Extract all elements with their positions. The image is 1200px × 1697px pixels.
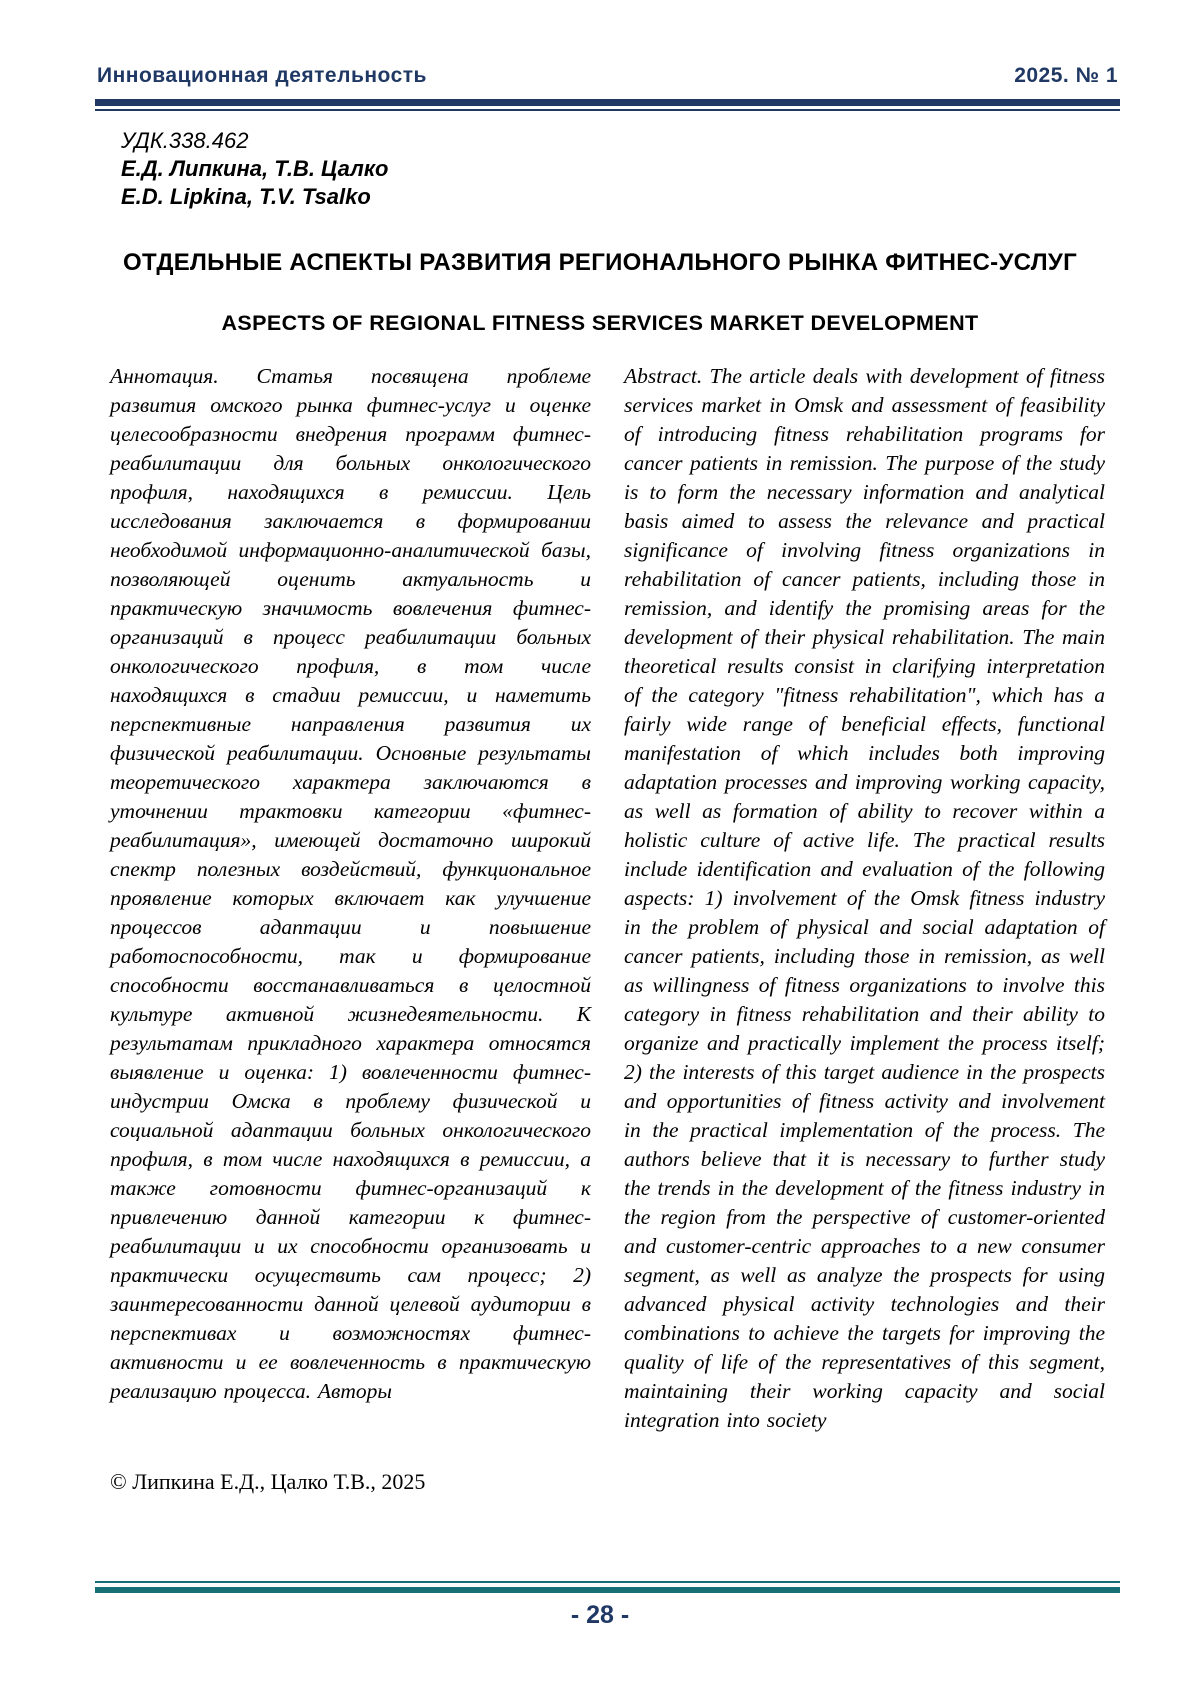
footer-rule <box>95 1581 1120 1593</box>
authors-russian: Е.Д. Липкина, Т.В. Цалко <box>121 156 389 181</box>
authors-latin: E.D. Lipkina, T.V. Tsalko <box>121 184 371 209</box>
issue-label: 2025. № 1 <box>1014 64 1118 87</box>
article-title-english: ASPECTS OF REGIONAL FITNESS SERVICES MARKET DEVELOPMENT <box>221 311 979 335</box>
header-rule <box>95 99 1120 111</box>
copyright-line: © Липкина Е.Д., Цалко Т.В., 2025 <box>110 1469 426 1494</box>
header-rule-thick-line <box>95 99 1120 106</box>
udc-code: УДК.338.462 <box>121 128 249 153</box>
running-header <box>0 0 1200 88</box>
journal-section-title: Инновационная деятельность <box>97 64 427 87</box>
abstract-columns <box>110 362 1105 1435</box>
footer-rule-thin-line <box>95 1581 1120 1583</box>
footer-rule-thick-line <box>95 1587 1120 1593</box>
article-title-russian: ОТДЕЛЬНЫЕ АСПЕКТЫ РАЗВИТИЯ РЕГИОНАЛЬНОГО РЫНКА ФИТНЕС-УСЛУГ <box>123 249 1077 276</box>
abstract-english: Abstract. The article deals with development of fitness services market in Omsk and assessment of feasibility of introducing fitness rehabilitation programs for cancer patients in remission. The purpose of the study is to form the necessary information and analytical basis aimed to assess the relevance and practical significance of involving fitness organizations in rehabilitation of cancer patients, including those in remission, and identify the promising areas for the development of their physical rehabilitation. The main theoretical results consist in clarifying interpretation of the category "fitness rehabilitation", which has a fairly wide range of beneficial effects, functional manifestation of which includes both improving adaptation processes and improving working capacity, as well as formation of ability to recover within a holistic culture of active life. The practical results include identification and evaluation of the following aspects: 1) involvement of the Omsk fitness industry in the problem of physical and social adaptation of cancer patients, including those in remission, as well as willingness of fitness organizations to involve this category in fitness rehabilitation and their ability to organize and practically implement the process itself; 2) the interests of this target audience in the prospects and opportunities of fitness activity and involvement in the practical implementation of the process. The authors believe that it is necessary to further study the trends in the development of the fitness industry in the region from the perspective of customer-oriented and customer-centric approaches to a new consumer segment, as well as analyze the prospects for using advanced physical activity technologies and their combinations to achieve the targets for improving the quality of life of the representatives of this segment, maintaining their working capacity and social integration into society <box>624 364 1105 1432</box>
header-rule-thin-line <box>95 109 1120 111</box>
abstract-russian: Аннотация. Статья посвящена проблеме развития омского рынка фитнес-услуг и оценке целесообразности внедрения программ фитнес-реабилитации для больных онкологического профиля, находящихся в ремиссии. Цель исследования заключается в формировании необходимой информационно-аналитической базы, позволяющей оценить актуальность и практическую значимость вовлечения фитнес-организаций в процесс реабилитации больных онкологического профиля, в том числе находящихся в стадии ремиссии, и наметить перспективные направления развития их физической реабилитации. Основные результаты теоретического характера заключаются в уточнении трактовки категории «фитнес-реабилитация», имеющей достаточно широкий спектр полезных воздействий, функциональное проявление которых включает как улучшение процессов адаптации и повышение работоспособности, так и формирование способности восстанавливаться в целостной культуре активной жизнедеятельности. К результатам прикладного характера относятся выявление и оценка: 1) вовлеченности фитнес-индустрии Омска в проблему физической и социальной адаптации больных онкологического профиля, в том числе находящихся в ремиссии, а также готовности фитнес-организаций к привлечению данной категории к фитнес-реабилитации и их способности организовать и практически осуществить сам процесс; 2) заинтересованности данной целевой аудитории в перспективах и возможностях фитнес-активности и ее вовлеченность в практическую реализацию процесса. Авторы <box>110 364 591 1403</box>
page-number: - 28 - <box>570 1601 630 1629</box>
article-meta <box>121 127 1200 211</box>
